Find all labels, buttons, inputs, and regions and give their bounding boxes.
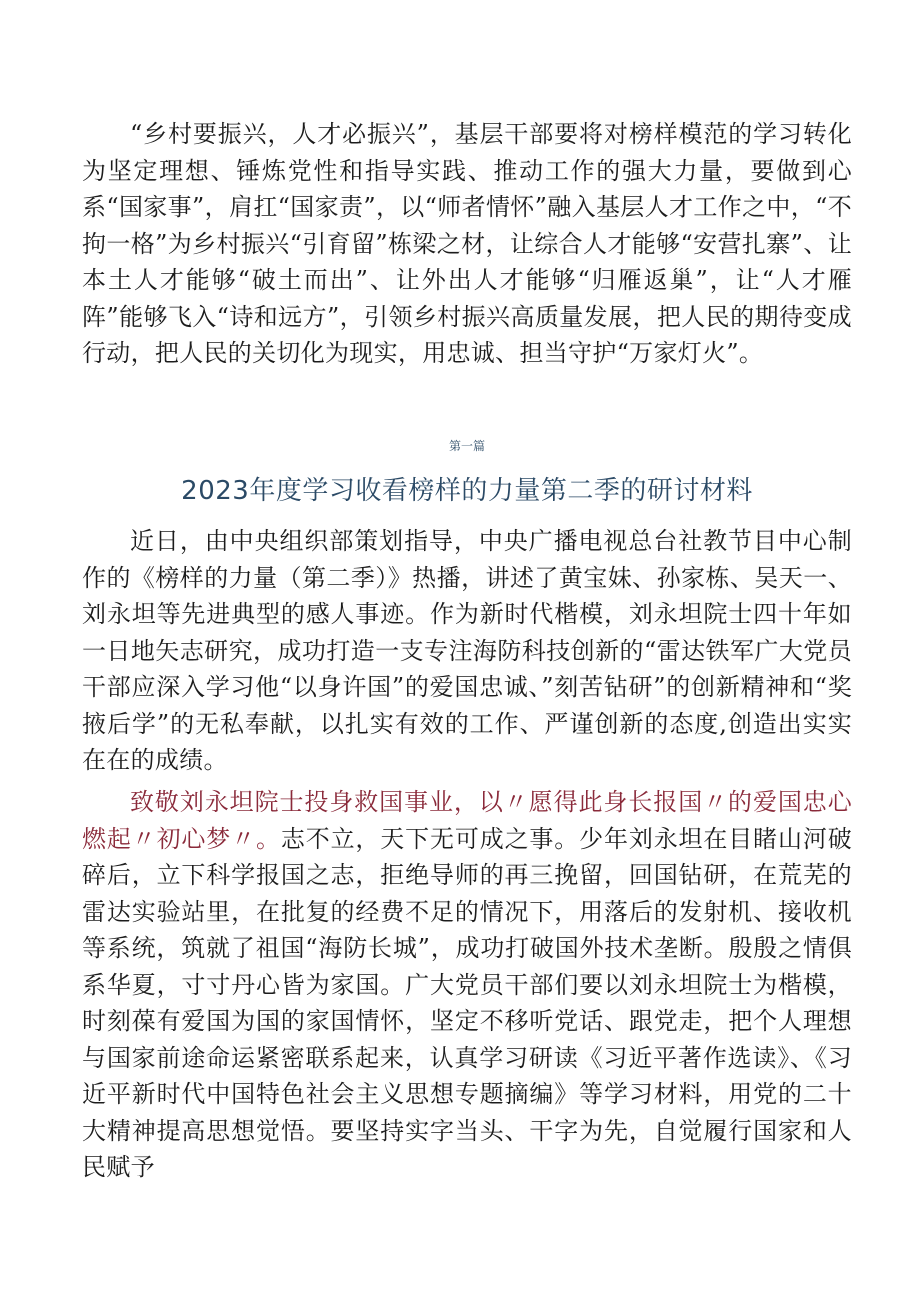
intro-paragraph: “乡村要振兴，人才必振兴”，基层干部要将对榜样模范的学习转化为坚定理想、锤炼党性和指导实践、推动工作的强大力量，要做到心系“国家事”，肩扛“国家责”，以“师者情怀”融入基层人才工作之中，“不拘一格”为乡村振兴“引育留”栋梁之材，让综合人才能够“安营扎寨”、让本土人才能够“破土而出”、让外出人才能够“归雁返巢”，让“人才雁阵”能够飞入“诗和远方”，引领乡村振兴高质量发展，把人民的期待变成行动，把人民的关切化为现实，用忠诚、担当守护“万家灯火”。: [82, 120, 852, 367]
document-title: 2023年度学习收看榜样的力量第二季的研讨材料: [181, 476, 753, 506]
paragraph-3-heading: 致敬刘永坦院士投身救国事业，以〃愿得此身长报国〃的爱国忠心燃起〃初心梦〃。: [82, 788, 852, 853]
paragraph-3-body: 志不立，天下无可成之事。少年刘永坦在目睹山河破碎后，立下科学报国之志，拒绝导师的再三挽留，回国钻研，在荒芜的雷达实验站里，在批复的经费不足的情况下，用落后的发射机、接收机等系统，筑就了祖国“海防长城”，成功打破国外技术垄断。殷殷之情俱系华夏，寸寸丹心皆为家国。广大党员干部们要以刘永坦院士为楷模，时刻葆有爱国为国的家国情怀，坚定不移听党话、跟党走，把个人理想与国家前途命运紧密联系起来，认真学习研读《习近平著作选读》、《习近平新时代中国特色社会主义思想专题摘编》等学习材料，用党的二十大精神提高思想觉悟。要坚持实字当头、干字为先，自觉履行国家和人民赋予: [82, 824, 852, 1181]
body-paragraph-2: 近日，由中央组织部策划指导，中央广播电视总台社教节目中心制作的《榜样的力量（第二季）》热播，讲述了黄宝妹、孙家栋、吴天一、刘永坦等先进典型的感人事迹。作为新时代楷模，刘永坦院士四十年如一日地矢志研究，成功打造一支专注海防科技创新的“雷达铁军广大党员干部应深入学习他“以身许国”的爱国忠诚、”刻苦钻研”的创新精神和“奖掖后学”的无私奉献，以扎实有效的工作、严谨创新的态度,创造出实实在在的成绩。: [82, 527, 852, 774]
body-paragraph-3: [82, 784, 852, 1186]
section-label: 第一篇: [448, 439, 485, 453]
